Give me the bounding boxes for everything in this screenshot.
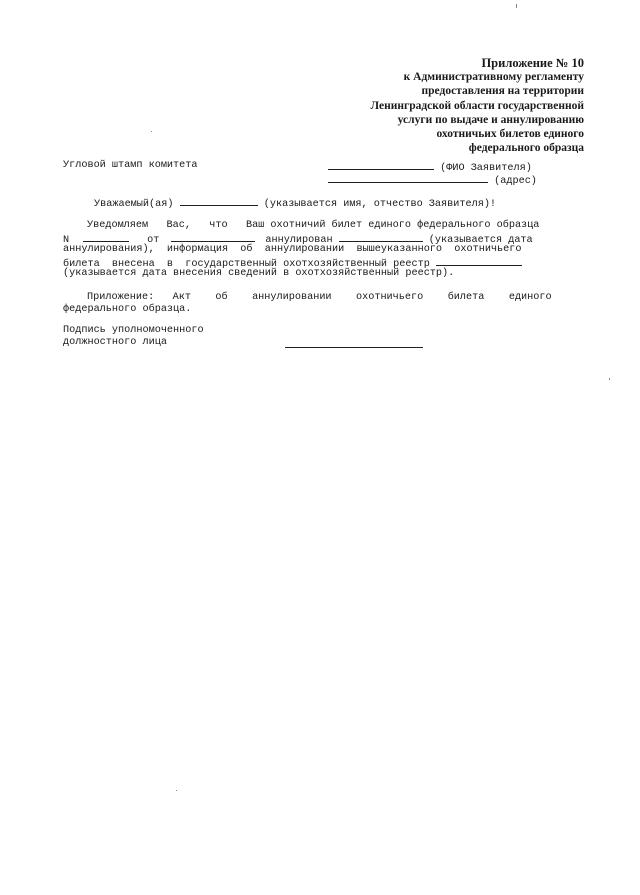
notice-line-5: (указывается дата внесения сведений в охотхозяйственный реестр). xyxy=(63,268,455,279)
notice-line-1: Уведомляем Вас, что Ваш охотничий билет единого федерального образца xyxy=(87,220,540,231)
from-word: от xyxy=(147,235,160,246)
appendix-line: услуги по выдаче и аннулированию xyxy=(397,113,584,126)
appendix-line: к Административному регламенту xyxy=(403,71,584,84)
annulment-date-blank xyxy=(339,232,423,242)
signature-blank xyxy=(285,347,423,348)
address-line xyxy=(328,173,537,188)
scan-speck xyxy=(609,378,610,380)
attachment-line-1: Приложение: Акт об аннулировании охотничьего билета единого xyxy=(87,292,552,303)
registry-date-blank xyxy=(436,256,522,266)
attachment-line-2: федерального образца. xyxy=(63,304,192,315)
corner-stamp-label: Угловой штамп комитета xyxy=(63,160,198,171)
fio-hint: (ФИО Заявителя) xyxy=(440,163,532,174)
appendix-block xyxy=(284,56,584,155)
scan-speck xyxy=(151,131,152,132)
issue-date-blank xyxy=(171,232,255,242)
signature-label-1: Подпись уполномоченного xyxy=(63,325,204,336)
appendix-line: федерального образца xyxy=(468,142,584,155)
ticket-number-blank xyxy=(83,232,129,242)
scan-speck xyxy=(516,4,517,8)
number-sign: N xyxy=(63,235,70,246)
name-blank xyxy=(180,196,258,206)
notice-line-4: билета внесена в государственный охотхозяйственный реестр xyxy=(63,256,522,271)
greeting-prefix: Уважаемый(ая) xyxy=(94,199,174,210)
appendix-line: охотничьих билетов единого xyxy=(436,128,584,141)
greeting-hint: (указывается имя, отчество Заявителя)! xyxy=(263,199,497,210)
greeting-line xyxy=(94,196,496,211)
address-blank xyxy=(328,173,488,183)
signature-label-2: должностного лица xyxy=(63,337,167,348)
notice-line-3: аннулирования), информация об аннулировании вышеуказанного охотничьего xyxy=(63,244,522,255)
appendix-line: Приложение № 10 xyxy=(481,56,584,70)
address-hint: (адрес) xyxy=(494,176,537,187)
fio-blank xyxy=(328,160,434,170)
annulment-date-hint: (указывается дата xyxy=(428,235,533,246)
annulled-word: аннулирован xyxy=(265,235,333,246)
scan-speck xyxy=(176,790,177,791)
appendix-line: Ленинградской области государственной xyxy=(370,99,584,112)
appendix-line: предоставления на территории xyxy=(421,85,584,98)
